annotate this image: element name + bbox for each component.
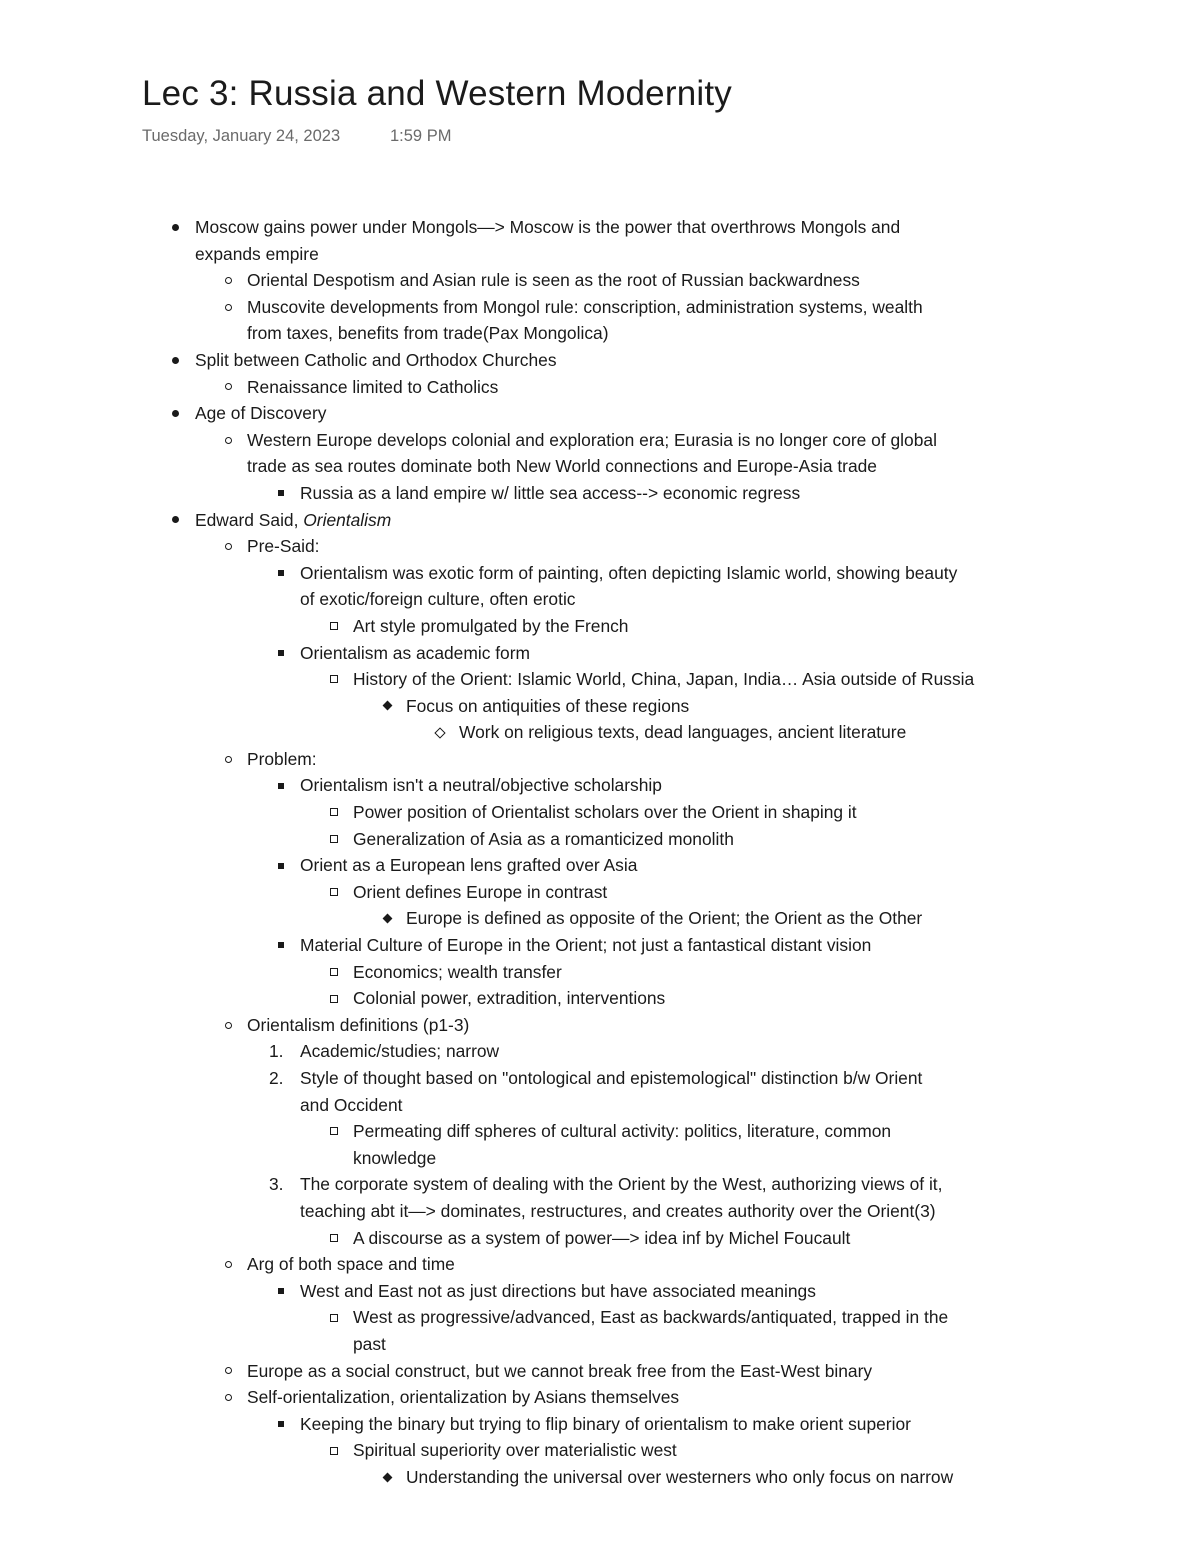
outline-line [0,1118,1200,1145]
hollow-square-bullet-icon [326,1437,342,1464]
hollow-square-bullet-icon [326,1118,342,1145]
circle-bullet-icon [220,533,236,560]
outline-text-main: Permeating diff spheres of cultural activity: politics, literature, common [353,1121,892,1142]
outline-line [0,613,1200,640]
outline-line [0,374,1200,401]
hollow-square-bullet-icon [326,666,342,693]
outline-text [300,1411,911,1438]
hollow-square-bullet-icon [326,1304,342,1331]
outline-line [0,693,1200,720]
outline-text-main: Self-orientalization, orientalization by Asians themselves [247,1387,680,1408]
outline-text [195,347,557,374]
outline-line [0,826,1200,853]
outline-text-main: Western Europe develops colonial and exploration era; Eurasia is no longer core of global [247,429,937,450]
outline-text-main: Material Culture of Europe in the Orient; not just a fantastical distant vision [300,935,872,956]
outline-text-main: History of the Orient: Islamic World, China, Japan, India… Asia outside of Russia [353,669,975,690]
outline-line [0,772,1200,799]
outline-text [353,1437,677,1464]
outline-line [0,241,1200,268]
outline-line [0,294,1200,321]
outline-text [247,1384,679,1411]
outline-text [247,1358,872,1385]
outline-text-main: Power position of Orientalist scholars over the Orient in shaping it [353,802,857,823]
outline-line [0,427,1200,454]
outline-text-main: Moscow gains power under Mongols—> Moscow is the power that overthrows Mongols and [195,217,901,237]
outline-line [0,1304,1200,1331]
outline-text-main: Art style promulgated by the French [353,615,629,636]
outline-line [0,666,1200,693]
outline-text-main: teaching abt it—> dominates, restructures, and creates authority over the Orient(3) [300,1200,936,1221]
outline-text-main: past [353,1333,386,1354]
outline-line [0,1038,1200,1065]
outline-text [353,985,665,1012]
outline-text [300,1171,942,1198]
outline-line [0,1198,1200,1225]
outline-text-main: The corporate system of dealing with the Orient by the West, authorizing views of it, [300,1174,943,1195]
outline-text [353,799,857,826]
outline-text [353,879,607,906]
hollow-square-bullet-icon [326,1225,342,1252]
circle-bullet-icon [220,374,236,401]
outline-text-main: Orientalism definitions (p1-3) [247,1014,470,1035]
outline-line [0,905,1200,932]
circle-bullet-icon [220,1251,236,1278]
outline-text-main: Orient as a European lens grafted over Asia [300,855,638,876]
outline-text-main: expands empire [195,243,319,264]
list-number: 2. [269,1068,284,1088]
outline-line [0,1331,1200,1358]
outline-line [0,320,1200,347]
hollow-diamond-bullet-icon [432,719,448,746]
square-bullet-icon [273,1278,289,1305]
square-bullet-icon [273,932,289,959]
outline-text [353,959,562,986]
outline-text-main: Problem: [247,748,317,769]
circle-bullet-icon [220,746,236,773]
outline-line [0,533,1200,560]
outline-text-main: Spiritual superiority over materialistic west [353,1440,677,1461]
outline-line [0,959,1200,986]
circle-bullet-icon [220,427,236,454]
disc-bullet-icon [167,400,183,427]
outline-text-main: from taxes, benefits from trade(Pax Mongolica) [247,323,609,344]
outline-text-main: Split between Catholic and Orthodox Churches [195,349,557,370]
outline-text-main: Work on religious texts, dead languages, ancient literature [459,722,907,743]
hollow-square-bullet-icon [326,826,342,853]
book-title: Orientalism [303,509,392,530]
square-bullet-icon [273,852,289,879]
outline-line [0,1065,1200,1092]
page-title: Lec 3: Russia and Western Modernity [142,74,732,113]
outline-text [247,1251,455,1278]
outline-line [0,985,1200,1012]
outline-line [0,1012,1200,1039]
outline-line [0,586,1200,613]
outline-line [0,799,1200,826]
outline-line [0,1251,1200,1278]
outline-text-main: Orientalism as academic form [300,642,531,663]
outline-text [300,1038,499,1065]
outline-text-main: Generalization of Asia as a romanticized monolith [353,828,734,849]
outline-list [0,214,1200,1491]
outline-text [247,320,608,347]
diamond-bullet-icon [379,905,395,932]
outline-line [0,1358,1200,1385]
outline-text [300,1092,402,1119]
outline-line [0,347,1200,374]
outline-line [0,1225,1200,1252]
outline-text-main: Colonial power, extradition, interventions [353,988,666,1009]
outline-text [300,586,576,613]
square-bullet-icon [273,560,289,587]
outline-line [0,400,1200,427]
outline-line [0,267,1200,294]
outline-line [0,852,1200,879]
outline-text [353,1145,436,1172]
outline-line [0,1145,1200,1172]
outline-text-main: Orientalism was exotic form of painting, often depicting Islamic world, showing beauty [300,562,958,583]
circle-bullet-icon [220,1384,236,1411]
outline-text [247,294,923,321]
outline-text [300,772,662,799]
outline-text-main: Understanding the universal over westerners who only focus on narrow [406,1466,954,1487]
outline-text-main: Keeping the binary but trying to flip binary of orientalism to make orient superior [300,1413,911,1434]
hollow-square-bullet-icon [326,613,342,640]
outline-text-main: Arg of both space and time [247,1254,455,1275]
outline-text [195,400,326,427]
outline-text [300,1198,936,1225]
outline-line [0,1092,1200,1119]
outline-text [300,852,637,879]
outline-line [0,640,1200,667]
outline-text [247,533,320,560]
outline-text [459,719,906,746]
list-number: 3. [269,1174,284,1195]
outline-text [300,1278,816,1305]
outline-text-main: Renaissance limited to Catholics [247,376,499,397]
outline-text [406,1464,953,1491]
outline-line [0,1411,1200,1438]
disc-bullet-icon [167,507,183,534]
outline-text [300,1065,922,1092]
outline-line [0,879,1200,906]
square-bullet-icon [273,1411,289,1438]
outline-text [300,640,530,667]
hollow-square-bullet-icon [326,799,342,826]
circle-bullet-icon [220,1358,236,1385]
outline-text-main: West as progressive/advanced, East as backwards/antiquated, trapped in the [353,1307,949,1328]
disc-bullet-icon [167,214,183,241]
note-date: Tuesday, January 24, 2023 [142,127,341,145]
hollow-square-bullet-icon [326,985,342,1012]
outline-text-main: Oriental Despotism and Asian rule is seen as the root of Russian backwardness [247,270,860,291]
outline-text-main: trade as sea routes dominate both New World connections and Europe-Asia trade [247,456,877,477]
outline-line [0,1384,1200,1411]
outline-text [353,666,974,693]
square-bullet-icon [273,772,289,799]
outline-text-main: Age of Discovery [195,403,327,424]
outline-text [195,214,900,241]
square-bullet-icon [273,480,289,507]
circle-bullet-icon [220,267,236,294]
disc-bullet-icon [167,347,183,374]
diamond-bullet-icon [379,1464,395,1491]
note-time: 1:59 PM [390,127,452,145]
outline-text-main: Style of thought based on "ontological and epistemological" distinction b/w Orient [300,1068,923,1088]
outline-text-main: of exotic/foreign culture, often erotic [300,589,576,610]
outline-line [0,1464,1200,1491]
outline-text [353,1331,386,1358]
outline-text [247,746,317,773]
outline-text-main: A discourse as a system of power—> idea inf by Michel Foucault [353,1227,851,1248]
outline-text-main: West and East not as just directions but have associated meanings [300,1280,816,1301]
outline-line [0,507,1200,534]
outline-text-main: Orient defines Europe in contrast [353,881,608,902]
outline-text-main: Muscovite developments from Mongol rule: conscription, administration systems, wealth [247,296,923,317]
outline-line [0,480,1200,507]
outline-text [247,427,937,454]
outline-text-main: Russia as a land empire w/ little sea access--> economic regress [300,482,801,503]
outline-text [247,453,877,480]
outline-line [0,746,1200,773]
outline-text-main: Economics; wealth transfer [353,961,562,982]
outline-text [353,1118,891,1145]
outline-text [195,241,319,268]
outline-line [0,453,1200,480]
outline-text-main: Pre-Said: [247,536,320,557]
outline-text-main: knowledge [353,1147,437,1168]
hollow-square-bullet-icon [326,879,342,906]
outline-text [247,1012,469,1039]
diamond-bullet-icon [379,693,395,720]
outline-line [0,560,1200,587]
outline-text-main: Europe is defined as opposite of the Orient; the Orient as the Other [406,908,923,929]
outline-text [353,613,628,640]
outline-text [406,905,922,932]
outline-line [0,214,1200,241]
outline-line [0,932,1200,959]
outline-text [247,267,860,294]
outline-text-main: Orientalism isn't a neutral/objective scholarship [300,775,662,796]
outline-text [247,374,498,401]
square-bullet-icon [273,640,289,667]
outline-text-main: Edward Said, [195,509,304,530]
outline-text-main: Academic/studies; narrow [300,1041,500,1062]
outline-text [406,693,689,720]
hollow-square-bullet-icon [326,959,342,986]
outline-line [0,1278,1200,1305]
outline-line [0,1437,1200,1464]
outline-text [300,932,871,959]
outline-text [300,560,957,587]
list-number: 1. [269,1041,284,1062]
circle-bullet-icon [220,294,236,321]
outline-line [0,1171,1200,1198]
outline-line [0,719,1200,746]
outline-text [300,480,800,507]
outline-text [353,1225,850,1252]
outline-text-main: Europe as a social construct, but we cannot break free from the East-West binary [247,1360,873,1381]
circle-bullet-icon [220,1012,236,1039]
outline-text-main: and Occident [300,1094,403,1115]
outline-text-main: Focus on antiquities of these regions [406,695,690,716]
outline-text [353,1304,948,1331]
outline-text [353,826,734,853]
outline-text [195,507,391,534]
